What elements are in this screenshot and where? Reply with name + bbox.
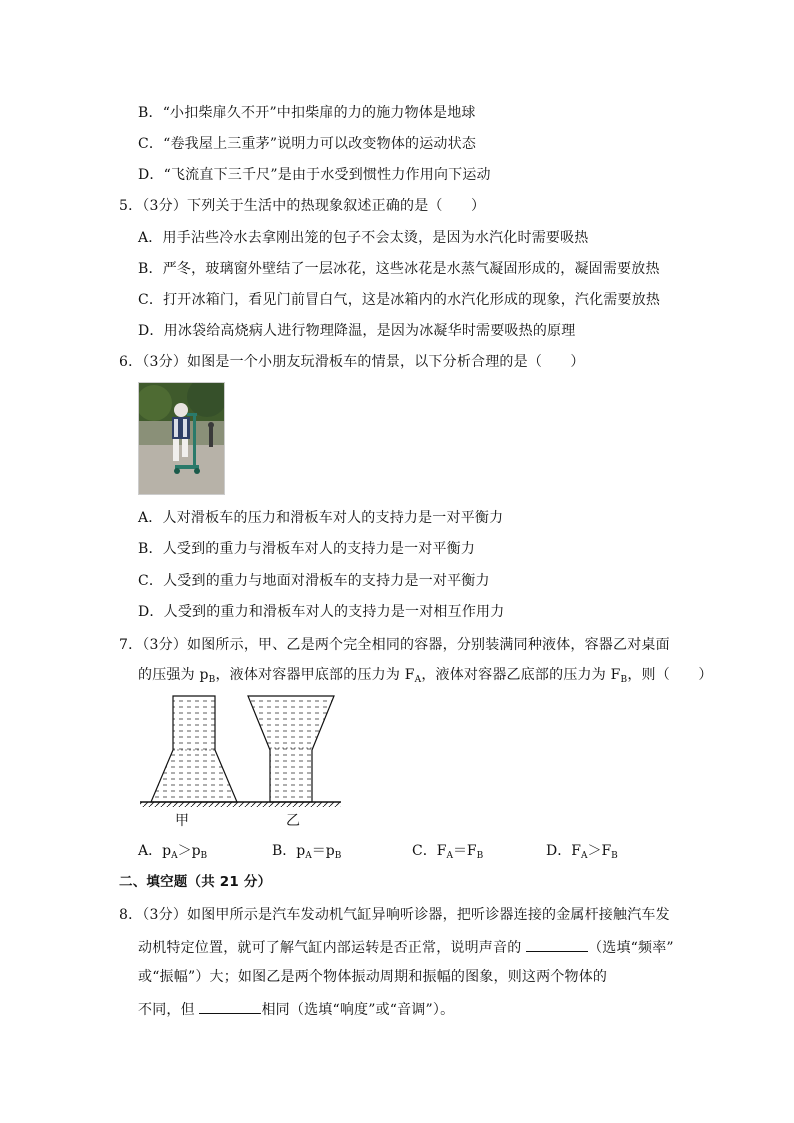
q7-option-text: D．F bbox=[546, 843, 581, 859]
q7-option-sub: A bbox=[171, 851, 178, 861]
section-title: 二、填空题（共 21 分） bbox=[119, 874, 272, 890]
q7-option-sub: B bbox=[476, 851, 484, 861]
q8-line2 bbox=[138, 937, 674, 957]
q6-option-b: B．人受到的重力与滑板车对人的支持力是一对平衡力 bbox=[138, 541, 476, 557]
q7-text: ，液体对容器甲底部的压力为 F bbox=[215, 667, 415, 683]
q7-subscript: B bbox=[620, 675, 628, 685]
q7-option-text: ＝F bbox=[452, 843, 477, 859]
q7-option-sub: A bbox=[446, 851, 453, 861]
q6-option-a: A．人对滑板车的压力和滑板车对人的支持力是一对平衡力 bbox=[138, 510, 504, 526]
q6-option-c: C．人受到的重力与地面对滑板车的支持力是一对平衡力 bbox=[138, 573, 490, 589]
containers-figure bbox=[138, 692, 343, 832]
q7-option-text: ＞p bbox=[177, 843, 201, 859]
q8-line3: 或“振幅”）大；如图乙是两个物体振动周期和振幅的图象，则这两个物体的 bbox=[138, 969, 608, 985]
q7-option-sub: B bbox=[334, 851, 342, 861]
answer-blank-1[interactable] bbox=[526, 937, 588, 952]
q7-text: 的压强为 p bbox=[138, 667, 209, 683]
q5-option-b: B．严冬，玻璃窗外壁结了一层冰花，这些冰花是水蒸气凝固形成的，凝固需要放热 bbox=[138, 261, 660, 277]
q8-text: 相同（选填“响度”或“音调”）。 bbox=[261, 1002, 455, 1018]
q7-option-text: A．p bbox=[138, 843, 172, 859]
q5-stem: 5．（3分）下列关于生活中的热现象叙述正确的是（ ） bbox=[119, 198, 486, 214]
q7-option-a bbox=[138, 842, 207, 860]
q4-option-b: B．“小扣柴扉久不开”中扣柴扉的力的施力物体是地球 bbox=[138, 105, 476, 121]
label-yi: 乙 bbox=[286, 813, 301, 829]
q4-option-c: C．“卷我屋上三重茅”说明力可以改变物体的运动状态 bbox=[138, 136, 477, 152]
q7-option-sub: B bbox=[611, 851, 618, 861]
q7-option-text: B．p bbox=[272, 843, 306, 859]
q7-option-text: ＞F bbox=[587, 843, 612, 859]
containers-diagram bbox=[138, 692, 343, 832]
q8-line4 bbox=[138, 999, 454, 1019]
q8-text: （选填“频率” bbox=[588, 940, 674, 956]
q7-option-c bbox=[412, 842, 483, 860]
q7-option-text: C．F bbox=[412, 843, 447, 859]
q4-option-d: D．“飞流直下三千尺”是由于水受到惯性力作用向下运动 bbox=[138, 167, 491, 183]
q8-line1: 8．（3分）如图甲所示是汽车发动机气缸异响听诊器，把听诊器连接的金属杆接触汽车发 bbox=[119, 907, 670, 923]
q7-option-d bbox=[546, 842, 618, 860]
q7-option-sub: B bbox=[200, 851, 208, 861]
q7-subscript: B bbox=[208, 675, 216, 685]
q7-text: ，则（ ） bbox=[627, 667, 713, 683]
q6-stem: 6．（3分）如图是一个小朋友玩滑板车的情景，以下分析合理的是（ ） bbox=[119, 354, 585, 370]
q8-text: 动机特定位置，就可了解气缸内部运转是否正常，说明声音的 bbox=[138, 940, 522, 956]
q7-option-text: ＝p bbox=[311, 843, 335, 859]
q8-text: 不同，但 bbox=[138, 1002, 195, 1018]
scooter-photo-illustration bbox=[139, 383, 224, 494]
q7-text: ，液体对容器乙底部的压力为 F bbox=[421, 667, 621, 683]
q5-option-c: C．打开冰箱门，看见门前冒白气，这是冰箱内的水汽化形成的现象，汽化需要放热 bbox=[138, 292, 661, 308]
label-jia: 甲 bbox=[175, 813, 190, 829]
q7-stem-line2 bbox=[138, 666, 713, 684]
q7-option-sub: A bbox=[305, 851, 312, 861]
q7-option-sub: A bbox=[580, 851, 588, 861]
scooter-photo bbox=[138, 382, 225, 495]
q7-subscript: A bbox=[414, 675, 422, 685]
q6-option-d: D．人受到的重力和滑板车对人的支持力是一对相互作用力 bbox=[138, 604, 505, 620]
q7-stem-line1: 7．（3分）如图所示，甲、乙是两个完全相同的容器，分别装满同种液体，容器乙对桌面 bbox=[119, 637, 670, 653]
q5-option-a: A．用手沾些冷水去拿刚出笼的包子不会太烫，是因为水汽化时需要吸热 bbox=[138, 230, 589, 246]
q7-option-b bbox=[272, 842, 341, 860]
answer-blank-2[interactable] bbox=[199, 999, 261, 1014]
q5-option-d: D．用冰袋给高烧病人进行物理降温，是因为冰凝华时需要吸热的原理 bbox=[138, 323, 576, 339]
